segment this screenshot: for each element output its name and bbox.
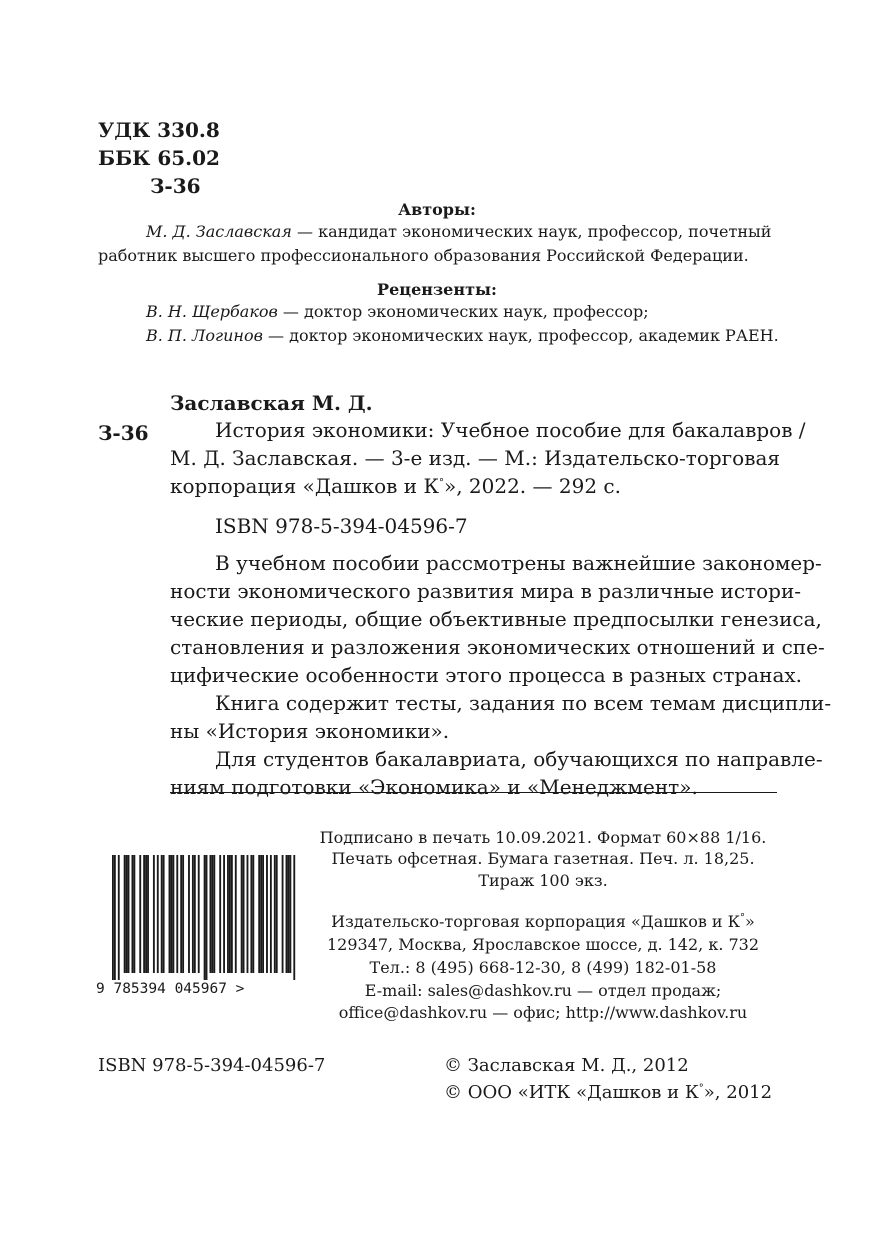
barcode-bar	[206, 855, 208, 980]
imprint-phone: Тел.: 8 (495) 668-12-30, 8 (499) 182-01-58	[369, 958, 717, 977]
barcode-bar	[132, 855, 134, 973]
abstract-p3-line-1: Для студентов бакалавриата, обучающихся по направле-	[215, 747, 823, 771]
copyright-publisher-text: © ООО «ИТК «Дашков и К	[444, 1082, 699, 1103]
reviewer-name: В. Н. Щербаков	[146, 302, 278, 321]
publisher-name: Издательско-торговая корпорация «Дашков и К	[331, 912, 741, 931]
barcode-bar	[247, 855, 249, 973]
barcode-bar	[262, 855, 264, 973]
barcode-bar	[213, 855, 215, 973]
barcode-bar	[204, 855, 206, 980]
footer-isbn: ISBN 978-5-394-04596-7	[98, 1055, 326, 1076]
barcode-bar	[112, 855, 114, 980]
imprint-email-office: office@dashkov.ru — офис; http://www.dashkov.ru	[338, 1003, 748, 1022]
reviewer-description: — доктор экономических наук, профессор, академик РАЕН.	[262, 326, 779, 345]
barcode-bar	[192, 855, 194, 973]
barcode-bar	[194, 855, 196, 973]
barcode-bar	[282, 855, 284, 973]
barcode-bar	[266, 855, 268, 973]
barcode-bar	[188, 855, 190, 973]
barcode-bar	[210, 855, 212, 973]
record-line-3	[170, 474, 621, 498]
barcode-bar	[276, 855, 278, 973]
bbk-code: ББК 65.02	[98, 146, 220, 170]
abstract-p1-line-2: ности экономического развития мира в различные истори-	[170, 579, 802, 603]
barcode-bar	[163, 855, 165, 973]
record-author-heading: Заславская М. Д.	[170, 391, 373, 415]
abstract-p1-line-5: цифические особенности этого процесса в разных странах.	[170, 663, 803, 687]
barcode-bar	[289, 855, 291, 973]
record-line-2: М. Д. Заславская. — 3-е изд. — М.: Издательско-торговая	[170, 446, 780, 470]
barcode-digits: 9 785394 045967 >	[96, 981, 245, 997]
record-degree-mark: °	[438, 477, 444, 489]
barcode-bar	[288, 855, 290, 973]
imprint-print: Печать офсетная. Бумага газетная. Печ. л. 18,25.	[331, 849, 755, 868]
udk-code: УДК 330.8	[98, 118, 220, 142]
abstract-p2-line-1: Книга содержит тесты, задания по всем темам дисципли-	[215, 691, 832, 715]
barcode-bar	[229, 855, 231, 973]
record-line-3-end: », 2022. — 292 с.	[443, 474, 621, 498]
barcode-bar	[293, 855, 295, 980]
barcode-bar	[118, 855, 120, 980]
barcode-bar	[171, 855, 173, 973]
abstract-p3-line-2: ниям подготовки «Экономика» и «Менеджмент».	[170, 775, 698, 799]
author-line-2: работник высшего профессионального образования Российской Федерации.	[98, 246, 749, 265]
barcode-bar	[243, 855, 245, 973]
barcode-bar	[114, 855, 116, 980]
copyright-degree-mark: °	[698, 1083, 704, 1094]
reviewer-name: В. П. Логинов	[146, 326, 263, 345]
barcode-bar	[258, 855, 260, 973]
barcode-bar	[133, 855, 135, 973]
barcode-bar	[227, 855, 229, 973]
record-code: З-36	[98, 421, 149, 445]
author-sign-code: З-36	[150, 174, 201, 198]
abstract-p2-line-2: ны «История экономики».	[170, 719, 450, 743]
publisher-name-end: »	[745, 912, 755, 931]
barcode-bar	[157, 855, 159, 973]
barcode-bar	[211, 855, 213, 973]
record-line-1: История экономики: Учебное пособие для бакалавров /	[215, 418, 806, 442]
barcode-bar	[145, 855, 147, 973]
author-name: М. Д. Заславская	[146, 222, 292, 241]
record-isbn: ISBN 978-5-394-04596-7	[215, 514, 468, 538]
reviewer-line-2	[146, 326, 779, 345]
authors-heading: Авторы:	[398, 200, 476, 219]
barcode-bar	[182, 855, 184, 973]
imprint-run: Тираж 100 экз.	[478, 871, 608, 890]
author-description: — кандидат экономических наук, профессор, почетный	[291, 222, 772, 241]
abstract-p1-line-3: ческие периоды, общие объективные предпосылки генезиса,	[170, 607, 822, 631]
barcode-bar	[161, 855, 163, 973]
barcode-bar	[143, 855, 145, 973]
imprint-address: 129347, Москва, Ярославское шоссе, д. 142, к. 732	[326, 935, 760, 954]
imprint-signed: Подписано в печать 10.09.2021. Формат 60×88 1/16.	[319, 828, 767, 847]
barcode-bar	[219, 855, 221, 973]
barcode-bar	[124, 855, 126, 973]
isbn-barcode	[96, 850, 296, 1000]
barcode-bar	[139, 855, 141, 973]
barcode-bar	[176, 855, 178, 973]
author-line-1	[146, 222, 771, 241]
record-line-3-text: корпорация «Дашков и К	[170, 474, 439, 498]
barcode-bar	[231, 855, 233, 973]
barcode-bar	[270, 855, 272, 973]
barcode-bar	[180, 855, 182, 973]
copyright-author: © Заславская М. Д., 2012	[444, 1055, 689, 1076]
section-divider	[170, 792, 777, 793]
barcode-bar	[252, 855, 254, 973]
publisher-degree-mark: °	[740, 912, 746, 924]
barcode-bar	[172, 855, 174, 973]
imprint-publisher	[308, 912, 778, 931]
barcode-bar	[147, 855, 149, 973]
reviewer-description: — доктор экономических наук, профессор;	[277, 302, 649, 321]
barcode-bar	[153, 855, 155, 973]
copyright-publisher	[444, 1082, 772, 1103]
barcode-bar	[223, 855, 225, 973]
imprint-email-sales: E-mail: sales@dashkov.ru — отдел продаж;	[364, 981, 722, 1000]
reviewers-heading: Рецензенты:	[377, 280, 497, 299]
abstract-p1-line-1: В учебном пособии рассмотрены важнейшие закономер-	[215, 551, 822, 575]
barcode-bar	[286, 855, 288, 973]
barcode-bar	[126, 855, 128, 973]
barcode-bar	[274, 855, 276, 973]
reviewer-line-1	[146, 302, 649, 321]
barcode-bar	[260, 855, 262, 973]
abstract-p1-line-4: становления и разложения экономических отношений и спе-	[170, 635, 825, 659]
barcode-bar	[169, 855, 171, 973]
barcode-bar	[235, 855, 237, 973]
barcode-bar	[198, 855, 200, 973]
barcode-bar	[128, 855, 130, 973]
barcode-bar	[250, 855, 252, 973]
barcode-bar	[241, 855, 243, 973]
copyright-publisher-end: », 2012	[703, 1082, 773, 1103]
